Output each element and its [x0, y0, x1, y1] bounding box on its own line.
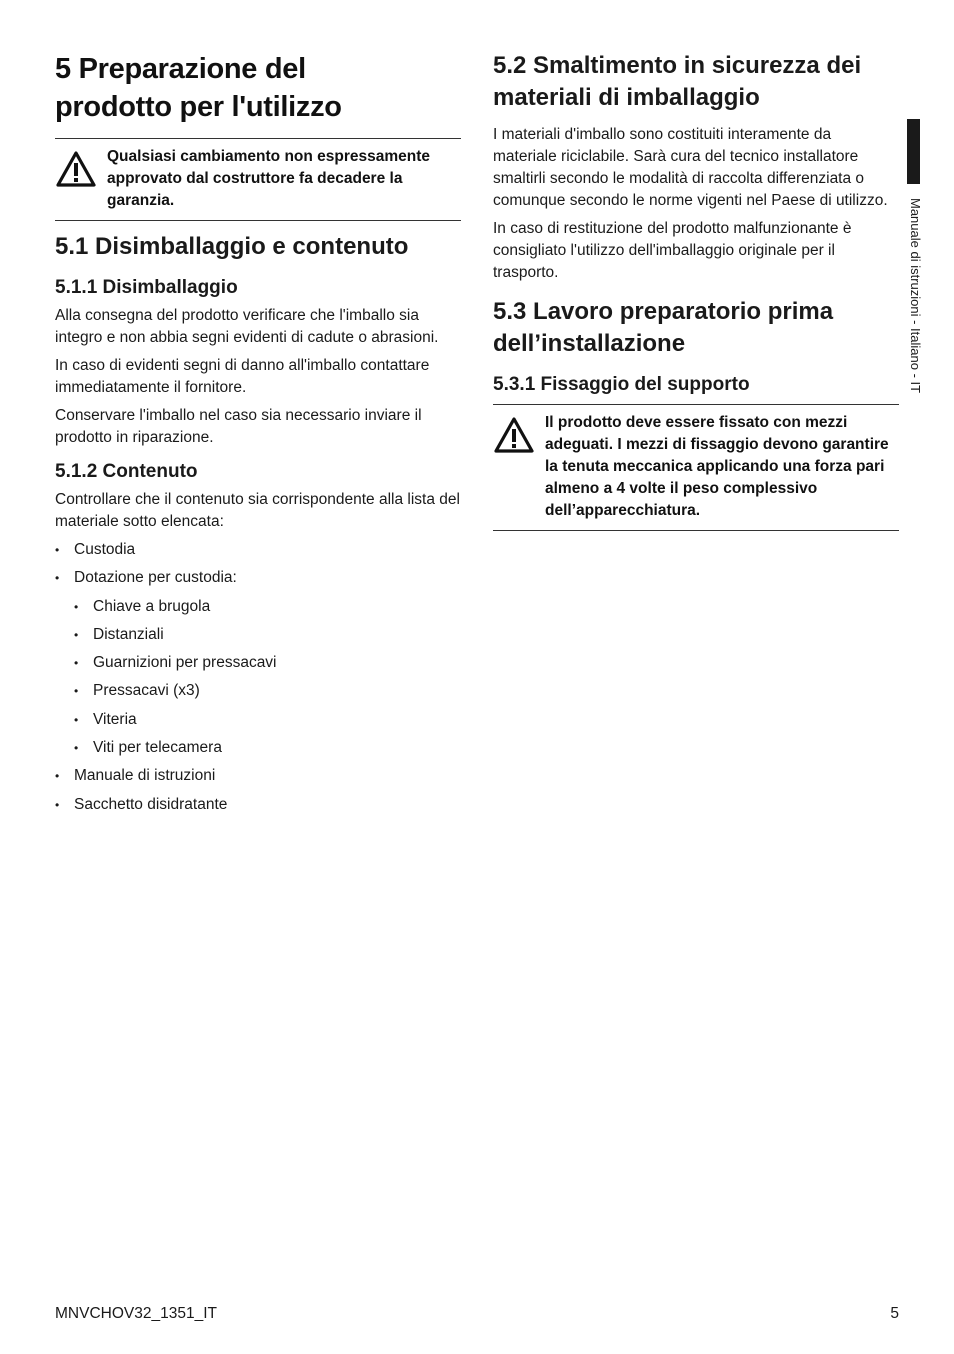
section-5-1-title: 5.1 Disimballaggio e contenuto [55, 233, 409, 260]
section-5-3-1-title: 5.3.1 Fissaggio del supporto [493, 374, 750, 395]
page-number: 5 [890, 1305, 899, 1322]
warning-triangle-icon [493, 416, 535, 459]
paragraph: I materiali d'imballo sono costituiti interamente da materiale riciclabile. Sarà cura del tecnico installatore smaltirli secondo le modalità di raccolta differenziata o comunque secondo le norme vigenti nel Paese di utilizzo. [493, 126, 888, 209]
section-5-2-title: 5.2 Smaltimento in sicurezza dei materiali di imballaggio [493, 52, 862, 111]
section-5-3-title: 5.3 Lavoro preparatorio prima dell’installazione [493, 298, 834, 357]
list-item: • Viti per telecamera [55, 737, 461, 759]
list-item: • Distanziali [55, 624, 461, 646]
chapter-tab-marker [907, 119, 920, 184]
paragraph: Conservare l'imballo nel caso sia necessario inviare il prodotto in riparazione. [55, 407, 422, 446]
list-item: • Manuale di istruzioni [55, 765, 461, 787]
list-item: • Pressacavi (x3) [55, 680, 461, 702]
list-item: • Guarnizioni per pressacavi [55, 652, 461, 674]
warning-triangle-icon [55, 150, 97, 193]
list-item: • Viteria [55, 709, 461, 731]
warning-text: Il prodotto deve essere fissato con mezzi adeguati. I mezzi di fissaggio devono garantire la tenuta meccanica applicando una forza pari almeno a 4 volte il peso complessivo dell’apparecchiatura. [545, 414, 889, 519]
paragraph: Controllare che il contenuto sia corrispondente alla lista del materiale sotto elencata: [55, 491, 460, 530]
list-item: • Sacchetto disidratante [55, 794, 461, 816]
warning-box-warranty [55, 138, 461, 221]
warning-text: Qualsiasi cambiamento non espressamente approvato dal costruttore fa decadere la garanzia. [107, 148, 431, 209]
paragraph: In caso di evidenti segni di danno all'imballo contattare immediatamente il fornitore. [55, 357, 430, 396]
chapter-title-line2: prodotto per l'utilizzo [55, 91, 342, 123]
list-item: • Chiave a brugola [55, 596, 461, 618]
list-item: • Dotazione per custodia: [55, 567, 461, 589]
side-label: Manuale di istruzioni - Italiano - IT [908, 198, 923, 394]
left-column [55, 50, 461, 822]
section-5-1-1-title: 5.1.1 Disimballaggio [55, 277, 238, 298]
section-5-1-2-title: 5.1.2 Contenuto [55, 461, 198, 482]
paragraph: In caso di restituzione del prodotto malfunzionante è consigliato l'utilizzo dell'imballaggio originale per il trasporto. [493, 220, 852, 281]
chapter-title [55, 50, 461, 126]
document-code: MNVCHOV32_1351_IT [55, 1305, 217, 1322]
right-column [493, 50, 899, 531]
list-item: • Custodia [55, 539, 461, 561]
warning-box-mounting [493, 404, 899, 531]
contents-list [55, 539, 461, 816]
chapter-title-line1: 5 Preparazione del [55, 53, 306, 85]
paragraph: Alla consegna del prodotto verificare che l'imballo sia integro e non abbia segni evidenti di cadute o abrasioni. [55, 307, 439, 346]
